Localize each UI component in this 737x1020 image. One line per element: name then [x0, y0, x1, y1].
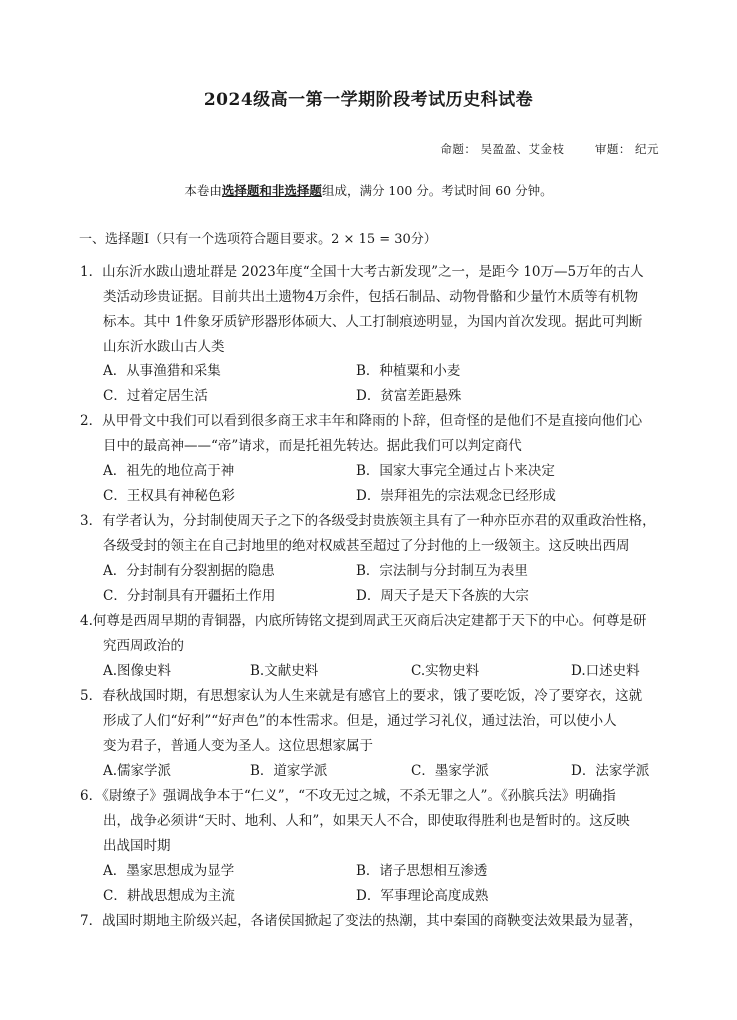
- proposers: 吴盈盈、艾金枝: [480, 142, 565, 156]
- question-5-option-d: D．法家学派: [571, 763, 650, 779]
- question-2-line-2: 目中的最高神——“帝”请求，而是托祖先转达。据此我们可以判定商代: [103, 438, 522, 454]
- notice-and: 和: [259, 183, 272, 198]
- author-line: [440, 141, 659, 157]
- question-4-option-a: A.图像史料: [103, 663, 172, 679]
- question-3-option-c: C．分封制具有开疆拓土作用: [103, 588, 276, 604]
- question-5-option-a: A.儒家学派: [103, 763, 172, 779]
- question-3-line-2: 各级受封的领主在自己封地里的绝对权威甚至超过了分封他的上一级领主。这反映出西周: [103, 538, 630, 554]
- question-1-option-c: C．过着定居生活: [103, 388, 208, 404]
- notice-pre: 本卷由: [184, 183, 222, 198]
- question-1-line-4: 山东沂水跋山古人类: [103, 339, 225, 355]
- question-2-line-1: 2．从甲骨文中我们可以看到很多商王求丰年和降雨的卜辞，但奇怪的是他们不是直接向他们心: [80, 413, 643, 429]
- question-5-line-2: 形成了人们“好利”“好声色”的本性需求。但是，通过学习礼仪，通过法治，可以使小人: [103, 713, 617, 729]
- question-6-line-3: 出战国时期: [103, 838, 171, 854]
- question-3-option-b: B．宗法制与分封制互为表里: [356, 563, 528, 579]
- question-2-option-d: D．崇拜祖先的宗法观念已经形成: [356, 488, 556, 504]
- question-1-line-3: 标本。其中 1件象牙质铲形器形体硕大、人工打制痕迹明显，为国内首次发现。据此可判断: [103, 314, 643, 330]
- question-5-line-3: 变为君子，普通人变为圣人。这位思想家属于: [103, 738, 373, 754]
- notice-choice: 选择题: [221, 183, 260, 198]
- question-6-option-a: A．墨家思想成为显学: [103, 863, 235, 879]
- question-5-line-1: 5．春秋战国时期，有思想家认为人生来就是有感官上的要求，饿了要吃饭，冷了要穿衣，这就: [80, 688, 643, 704]
- question-4-option-d: D.口述史料: [571, 663, 640, 679]
- section-heading: 一、选择题Ⅰ（只有一个选项符合题目要求。2 × 15 = 30分）: [79, 232, 437, 247]
- question-2-option-b: B．国家大事完全通过占卜来决定: [356, 463, 555, 479]
- question-4-option-c: C.实物史料: [411, 663, 480, 679]
- question-3-option-d: D．周天子是天下各族的大宗: [356, 588, 529, 604]
- question-6-option-d: D．军事理论高度成熟: [356, 888, 489, 904]
- question-1-line-1: 1．山东沂水跋山遗址群是 2023年度“全国十大考古新发现”之一，是距今 10万—5万年的古人: [80, 264, 644, 280]
- question-6-line-1: 6．《尉缭子》强调战争本于“仁义”，“不攻无过之城，不杀无罪之人”。《孙膑兵法》明确指: [80, 788, 616, 804]
- reviewer: 纪元: [635, 142, 659, 156]
- notice-post: 组成，满分 100 分。考试时间 60 分钟。: [321, 183, 553, 198]
- question-2-option-c: C．王权具有神秘色彩: [103, 488, 235, 504]
- reviewer-label: 审题：: [594, 142, 631, 156]
- question-6-option-c: C．耕战思想成为主流: [103, 888, 235, 904]
- question-3-line-1: 3．有学者认为，分封制使周天子之下的各级受封贵族领主具有了一种亦臣亦君的双重政治性格，: [80, 513, 656, 529]
- question-4-option-b: B.文献史料: [250, 663, 319, 679]
- exam-notice: [0, 181, 737, 199]
- question-2-option-a: A．祖先的地位高于神: [103, 463, 235, 479]
- question-6-option-b: B．诸子思想相互渗透: [356, 863, 488, 879]
- question-7-line-1: 7．战国时期地主阶级兴起，各诸侯国掀起了变法的热潮，其中秦国的商鞅变法效果最为显著，: [80, 913, 643, 929]
- question-4-line-1: 4.何尊是西周早期的青铜器，内底所铸铭文提到周武王灭商后决定建都于天下的中心。何尊是研: [80, 613, 647, 629]
- proposer-label: 命题：: [440, 142, 477, 156]
- question-5-option-c: C．墨家学派: [411, 763, 489, 779]
- question-6-line-2: 出，战争必须讲“天时、地利、人和”，如果天人不合，即使取得胜利也是暂时的。这反映: [103, 813, 630, 829]
- question-1-option-a: A．从事渔猎和采集: [103, 363, 221, 379]
- question-5-option-b: B．道家学派: [250, 763, 328, 779]
- question-4-line-2: 究西周政治的: [103, 638, 184, 654]
- notice-non-choice: 非选择题: [271, 183, 322, 198]
- question-3-option-a: A．分封制有分裂割据的隐患: [103, 563, 275, 579]
- exam-title: 2024级高一第一学期阶段考试历史科试卷: [203, 90, 534, 110]
- question-1-option-b: B．种植粟和小麦: [356, 363, 461, 379]
- question-1-option-d: D．贫富差距悬殊: [356, 388, 462, 404]
- question-1-line-2: 类活动珍贵证据。目前共出土遗物4万余件，包括石制品、动物骨骼和少量竹木质等有机物: [103, 289, 639, 305]
